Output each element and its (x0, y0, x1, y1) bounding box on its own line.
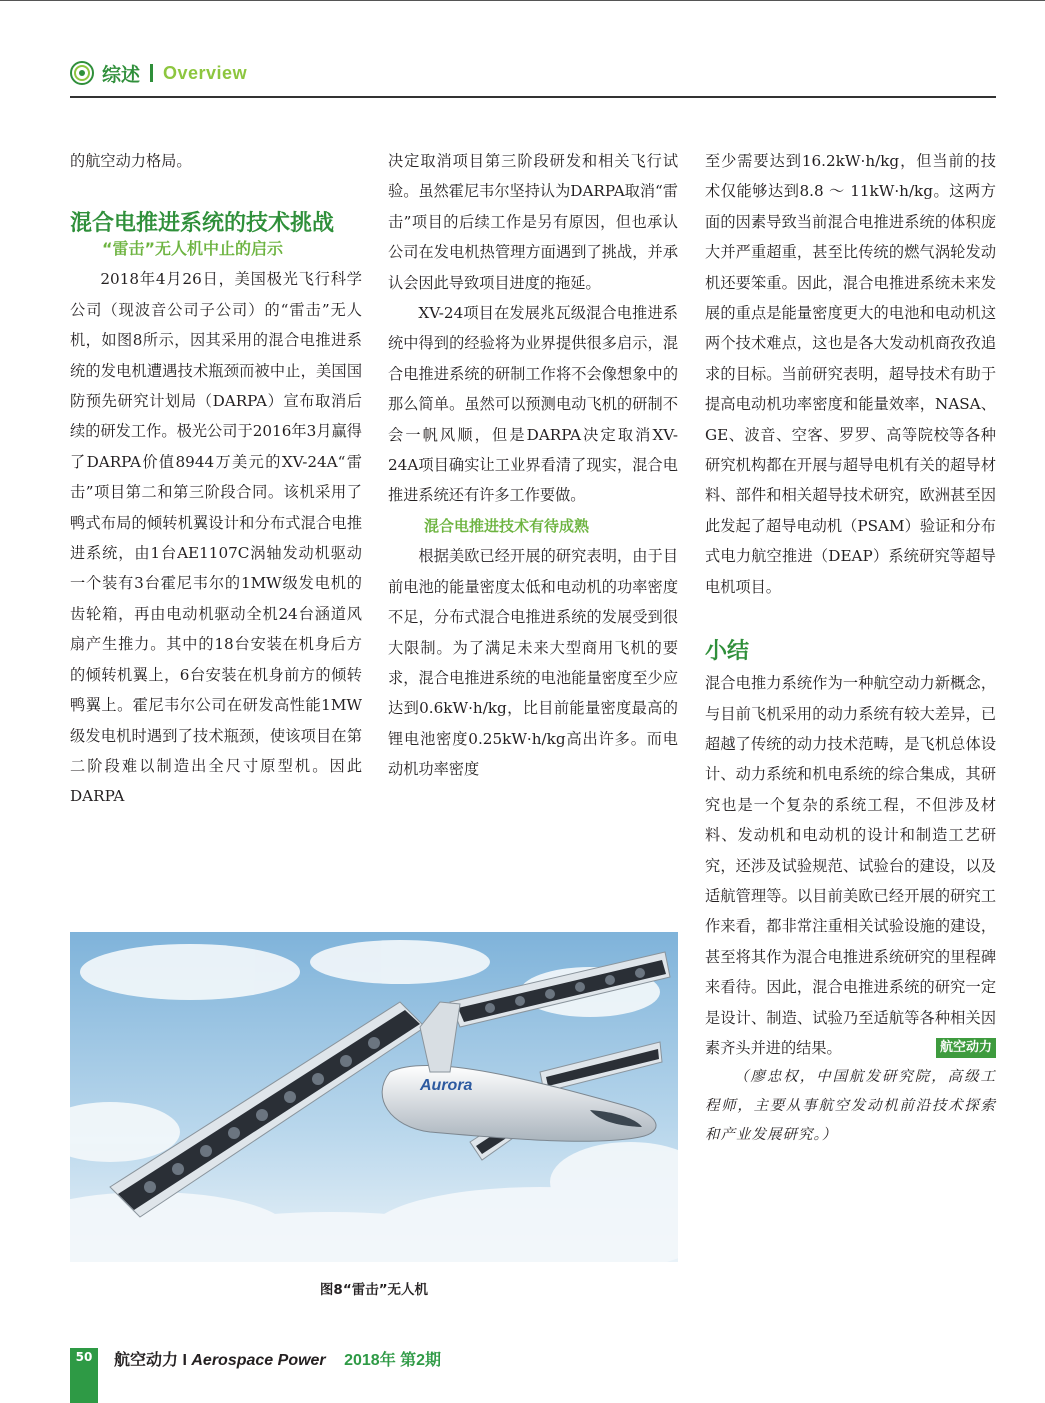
section-heading: 小结 (705, 639, 750, 665)
paragraph: 2018年4月26日，美国极光飞行科学公司（现波音公司子公司）的“雷击”无人机，如图8所示，因其采用的混合电推进系统的发电机遭遇技术瓶颈而被中止，美国国防预先研究计划局（DARPA）宣布取消后续的研发工作。极光公司于2016年3月赢得了DARPA价值8944万美元的XV-24A“雷击”项目第二和第三阶段合同。该机采用了鸭式布局的倾转机翼设计和分布式混合电推进系统，由1台AE1107C涡轴发动机驱动一个装有3台霍尼韦尔的1MW级发电机的齿轮箱，再由电动机驱动全机24台涵道风扇产生推力。其中的18台安装在机身后方的倾转机翼上，6台安装在机身前方的倾转鸭翼上。霍尼韦尔公司在研发高性能1MW级发电机时遇到了技术瓶颈，使该项目在第二阶段难以制造出全尺寸原型机。因此DARPA (70, 270, 362, 806)
section-title-en: Overview (163, 62, 248, 83)
section-title-cn: 综述 (102, 63, 141, 86)
subsection-heading: 混合电推进技术有待成熟 (424, 516, 590, 535)
aircraft-illustration (70, 932, 678, 1262)
column-2 (388, 146, 678, 785)
subsection-heading: “雷击”无人机中止的启示 (102, 239, 284, 259)
footer-separator: I (182, 1352, 187, 1369)
figure-caption: 图8“雷击”无人机 (319, 1282, 429, 1298)
header-separator (150, 64, 153, 82)
paragraph-text: 混合电推力系统作为一种航空动力新概念，与目前飞机采用的动力系统有较大差异，已超越了传统的动力技术范畴，是飞机总体设计、动力系统和机电系统的综合集成，其研究也是一个复杂的系统工程，不但涉及材料、发动机和电动机的设计和制造工艺研究，还涉及试验规范、试验台的建设，以及适航管理等。以目前美欧已经开展的研究工作来看，都非常注重相关试验设施的建设，甚至将其作为混合电推进系统研究的里程碑来看待。因此，混合电推进系统的研究一定是设计、制造、试验乃至适航等各种相关因素齐头并进的结果。 (705, 674, 996, 1057)
header-rule (70, 96, 996, 98)
aircraft-label: Aurora (420, 1077, 473, 1094)
paragraph: 的航空动力格局。 (70, 152, 192, 170)
paragraph: 决定取消项目第三阶段研发和相关飞行试验。虽然霍尼韦尔坚持认为DARPA取消“雷击”项目的后续工作是另有原因，但也承认公司在发电机热管理方面遇到了挑战，并承认会因此导致项目进度的拖延。 (388, 152, 678, 292)
section-header (70, 58, 247, 88)
paragraph (705, 668, 996, 1063)
journal-name-en: Aerospace Power (191, 1352, 326, 1369)
section-heading: 混合电推进系统的技术挑战 (70, 211, 335, 237)
green-spiral-logo-icon (70, 61, 94, 85)
journal-name-cn: 航空动力 (114, 1352, 179, 1369)
paragraph: XV-24项目在发展兆瓦级混合电推进系统中得到的经验将为业界提供很多启示，混合电推进系统的研制工作将不会像想象中的那么简单。虽然可以预测电动飞机的研制不会一帆风顺，但是DARPA决定取消XV-24A项目确实让工业界看清了现实，混合电推进系统还有许多工作要做。 (388, 304, 678, 505)
column-3 (705, 146, 996, 1150)
author-byline: （廖忠权，中国航发研究院，高级工程师，主要从事航空发动机前沿技术探索和产业发展研究。） (705, 1069, 996, 1144)
issue-label: 2018年 第2期 (344, 1352, 442, 1369)
column-1 (70, 146, 362, 812)
paragraph: 至少需要达到16.2kW·h/kg，但当前的技术仅能够达到8.8 ～ 11kW·h/kg。这两方面的因素导致当前混合电推进系统的体积庞大并严重超重，甚至比传统的燃气涡轮发动机还要笨重。因此，混合电推进系统未来发展的重点是能量密度更大的电池和电动机这两个技术难点，这也是各大发动机商孜孜追求的目标。当前研究表明，超导技术有助于提高电动机功率密度和能量效率，NASA、GE、波音、空客、罗罗、高等院校等各种研究机构都在开展与超导电机有关的超导材料、部件和相关超导技术研究，欧洲甚至因此发起了超导电动机（PSAM）验证和分布式电力航空推进（DEAP）系统研究等超导电机项目。 (705, 152, 996, 596)
footer-journal-info (114, 1347, 441, 1370)
figure-aircraft-image (70, 932, 678, 1262)
paragraph: 根据美欧已经开展的研究表明，由于目前电池的能量密度太低和电动机的功率密度不足，分布式混合电推进系统的发展受到很大限制。为了满足未来大型商用飞机的要求，混合电推进系统的电池能量密度至少应达到0.6kW·h/kg，比目前能量密度最高的锂电池密度0.25kW·h/kg高出许多。而电动机功率密度 (388, 547, 678, 779)
end-mark-badge: 航空动力 (936, 1038, 996, 1058)
top-rule (0, 0, 1045, 1)
page-number: 50 (75, 1350, 93, 1364)
